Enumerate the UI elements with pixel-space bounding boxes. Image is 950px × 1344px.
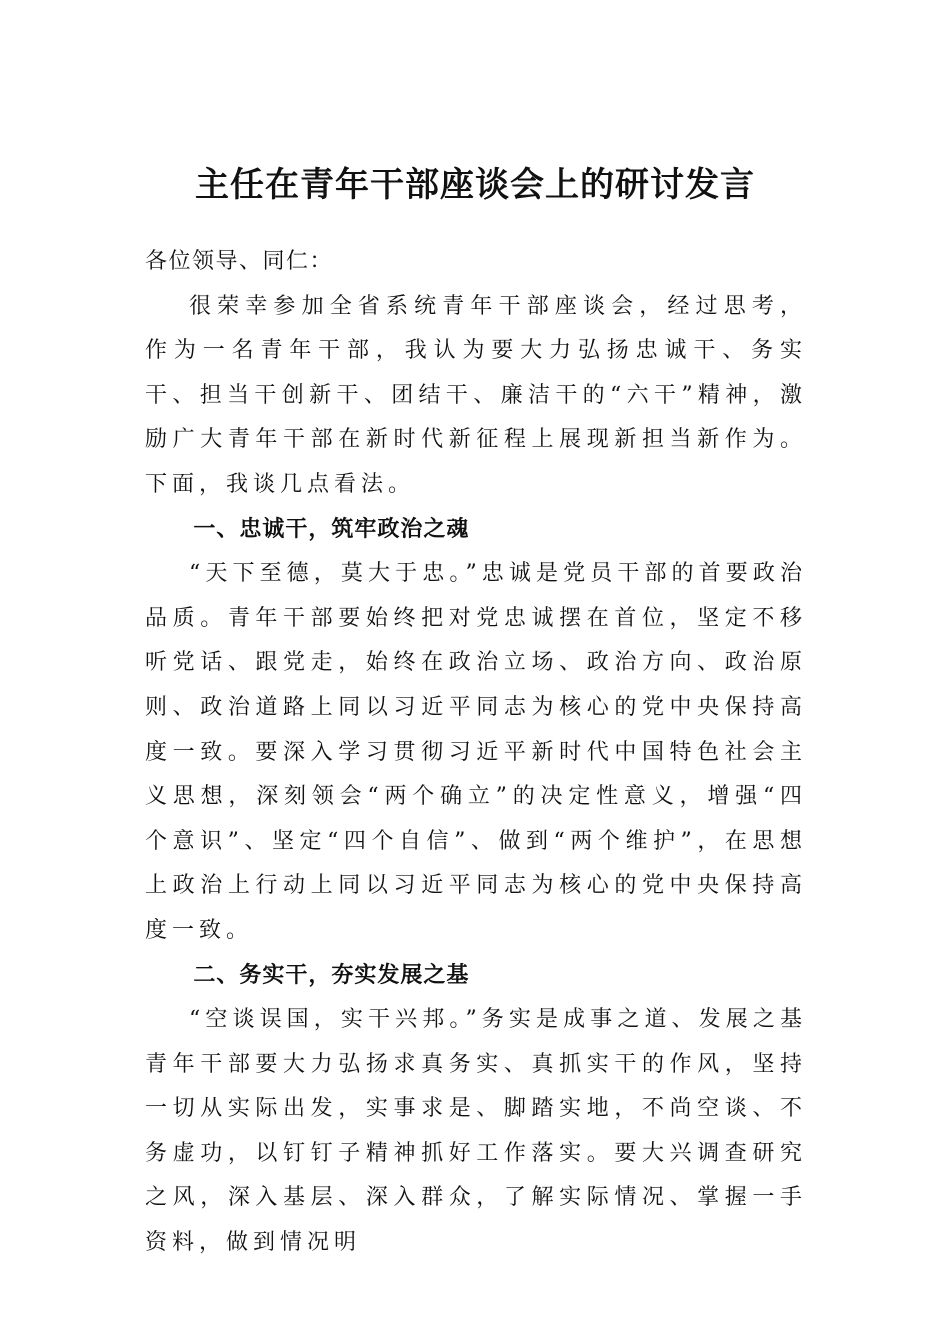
- salutation: 各位领导、同仁：: [145, 249, 334, 274]
- section-heading-1: 一、忠诚干，筑牢政治之魂: [193, 516, 470, 542]
- section-paragraph-2: “空谈误国，实干兴邦。”务实是成事之道、发展之基青年干部要大力弘扬求真务实、真抓实干的作风，坚持一切从实际出发，实事求是、脚踏实地，不尚空谈、不务虚功，以钉钉子精神抓好工作落实。要大兴调查研究之风，深入基层、深入群众，了解实际情况、掌握一手资料，做到情况明: [145, 1007, 807, 1256]
- intro-paragraph: 很荣幸参加全省系统青年干部座谈会，经过思考，作为一名青年干部，我认为要大力弘扬忠诚干、务实干、担当干创新干、团结干、廉洁干的“六干”精神，激励广大青年干部在新时代新征程上展现新担当新作为。下面，我谈几点看法。: [145, 293, 807, 497]
- section-paragraph-1: “天下至德，莫大于忠。”忠诚是党员干部的首要政治品质。青年干部要始终把对党忠诚摆在首位，坚定不移听党话、跟党走，始终在政治立场、政治方向、政治原则、政治道路上同以习近平同志为核心的党中央保持高度一致。要深入学习贯彻习近平新时代中国特色社会主义思想，深刻领会“两个确立”的决定性意义，增强“四个意识”、坚定“四个自信”、做到“两个维护”，在思想上政治上行动上同以习近平同志为核心的党中央保持高度一致。: [145, 561, 807, 943]
- document-title: 主任在青年干部座谈会上的研讨发言: [195, 165, 755, 205]
- document-body: [145, 240, 807, 1266]
- section-heading-2: 二、务实干，夯实发展之基: [193, 962, 470, 988]
